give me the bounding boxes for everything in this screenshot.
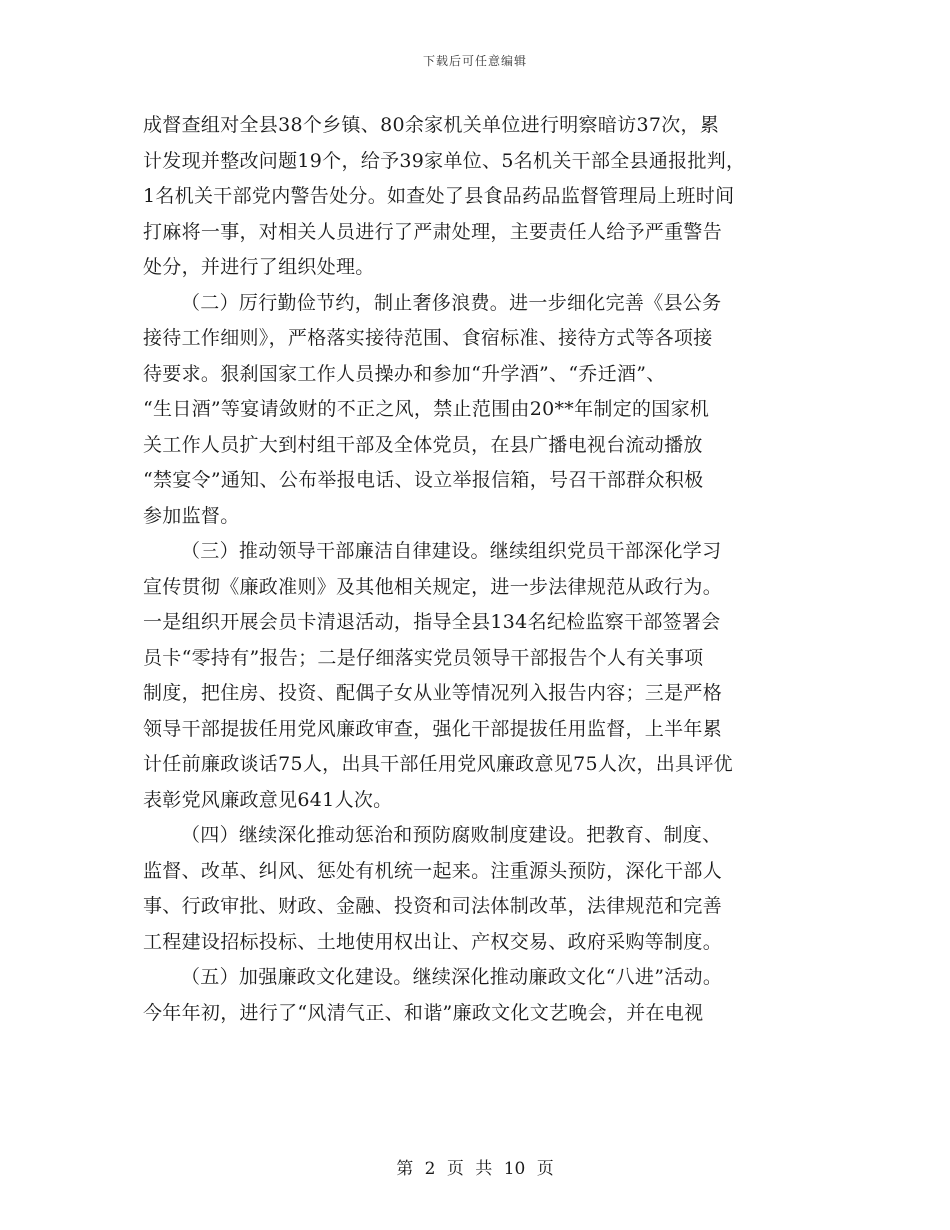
text-line: 宣传贯彻《廉政准则》及其他相关规定，进一步法律规范从政行为。 xyxy=(143,575,723,598)
text-line: 接待工作细则》，严格落实接待范围、食宿标准、接待方式等各项接 xyxy=(143,327,713,349)
section-heading-line: （三）推动领导干部廉洁自律建设。继续组织党员干部深化学习 xyxy=(181,540,722,562)
page-header-note: 下载后可任意编辑 xyxy=(422,54,527,68)
section-heading-line: （四）继续深化推动惩治和预防腐败制度建设。把教育、制度、 xyxy=(181,824,722,846)
section-heading-line: （五）加强廉政文化建设。继续深化推动廉政文化“八进”活动。 xyxy=(181,966,723,988)
text-line: 表彰党风廉政意见641人次。 xyxy=(143,788,393,811)
text-line: 关工作人员扩大到村组干部及全体党员，在县广播电视台流动播放 xyxy=(143,433,703,456)
text-line: 计发现并整改问题19个，给予39家单位、5名机关干部全县通报批判， xyxy=(143,149,746,172)
text-line: 监督、改革、纠风、惩处有机统一起来。注重源头预防，深化干部人 xyxy=(143,859,723,882)
document-body xyxy=(143,108,808,1031)
text-line: 事、行政审批、财政、金融、投资和司法体制改革，法律规范和完善 xyxy=(143,895,723,917)
text-line: 计任前廉政谈话75人，出具干部任用党风廉政意见75人次，出具评优 xyxy=(143,753,733,775)
text-line: 成督查组对全县38个乡镇、80余家机关单位进行明察暗访37次，累 xyxy=(143,114,720,136)
text-line: 工程建设招标投标、土地使用权出让、产权交易、政府采购等制度。 xyxy=(143,930,723,953)
text-line: 待要求。狠刹国家工作人员操办和参加“升学酒”、“乔迁酒”、 xyxy=(143,362,666,385)
text-line: “禁宴令”通知、公布举报电话、设立举报信箱，号召干部群众积极 xyxy=(143,469,704,491)
text-line: 参加监督。 xyxy=(143,504,240,527)
text-line: 今年年初，进行了“风清气正、和谐”廉政文化文艺晚会，并在电视 xyxy=(143,1001,704,1024)
text-line: “生日酒”等宴请敛财的不正之风，禁止范围由20**年制定的国家机 xyxy=(143,398,710,420)
text-line: 制度，把住房、投资、配偶子女从业等情况列入报告内容；三是严格 xyxy=(143,682,723,704)
page-number: 第 2 页 共 10 页 xyxy=(396,1159,554,1179)
text-line: 打麻将一事，对相关人员进行了严肃处理，主要责任人给予严重警告 xyxy=(143,220,723,243)
text-line: 1名机关干部党内警告处分。如查处了县食品药品监督管理局上班时间 xyxy=(143,185,735,207)
text-line: 领导干部提拔任用党风廉政审查，强化干部提拔任用监督，上半年累 xyxy=(143,717,723,740)
text-line: 员卡“零持有”报告；二是仔细落实党员领导干部报告个人有关事项 xyxy=(143,646,704,669)
text-line: 处分，并进行了组织处理。 xyxy=(143,256,375,278)
text-line: 一是组织开展会员卡清退活动，指导全县134名纪检监察干部签署会 xyxy=(143,611,721,633)
section-heading-line: （二）厉行勤俭节约，制止奢侈浪费。进一步细化完善《县公务 xyxy=(181,291,722,314)
